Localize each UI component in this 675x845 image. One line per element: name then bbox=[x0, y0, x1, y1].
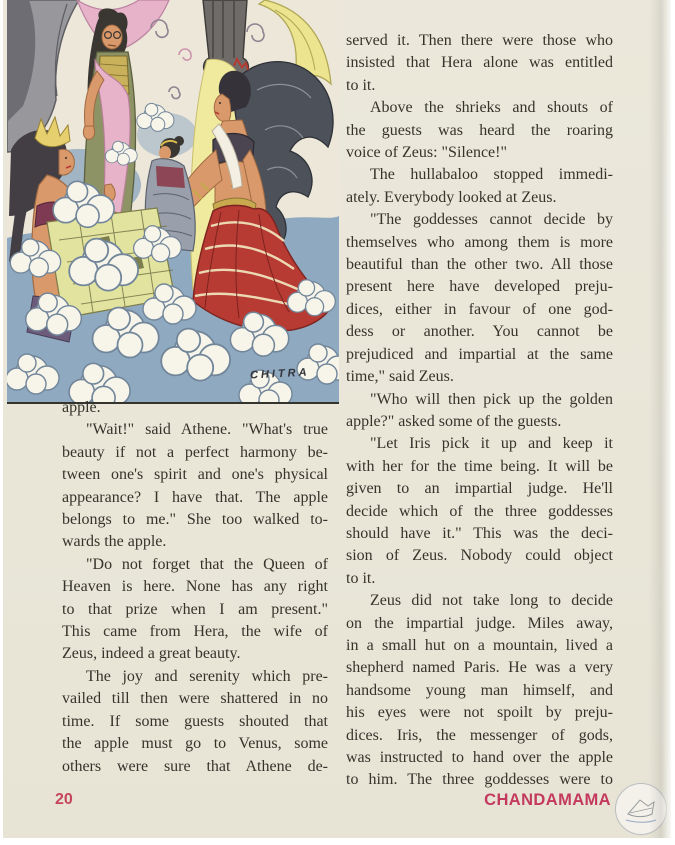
story-illustration bbox=[7, 0, 339, 404]
text-line: the guests was heard the roaring bbox=[346, 121, 613, 139]
text-line: The hullabaloo stopped immedi- bbox=[370, 166, 613, 184]
text-line: sion of Zeus. Nobody could object bbox=[346, 547, 613, 565]
publisher-stamp bbox=[615, 783, 667, 835]
text-line: ately. Everybody looked at Zeus. bbox=[346, 188, 557, 206]
text-line: prejudiced and impartial at the same bbox=[346, 345, 613, 363]
page-edge-shading bbox=[649, 0, 671, 838]
text-line: to it. bbox=[346, 569, 376, 587]
text-line: served it. Then there were those who bbox=[346, 32, 613, 49]
text-line: tween one's spirit and one's physical bbox=[62, 466, 328, 484]
magazine-page bbox=[3, 0, 671, 838]
artist-signature: CHITRA bbox=[249, 366, 310, 382]
page-number: 20 bbox=[55, 791, 73, 808]
text-line: was instructed to hand over the apple bbox=[346, 749, 613, 766]
magazine-title: CHANDAMAMA bbox=[484, 791, 611, 809]
text-line: time. If some guests shouted that bbox=[62, 712, 328, 730]
text-line: to it. bbox=[346, 76, 376, 94]
text-line: apple. bbox=[62, 399, 101, 416]
text-line: "Who will then pick up the golden bbox=[370, 390, 613, 408]
text-line: belongs to me." She too walked to- bbox=[62, 511, 328, 529]
text-line: Heaven is here. None has any right bbox=[62, 578, 328, 596]
text-line: themselves who among them is more bbox=[346, 233, 613, 251]
text-line: beauty if not a perfect harmony be- bbox=[62, 443, 328, 461]
text-line: others were sure that Athene de- bbox=[62, 757, 328, 775]
text-line: with her for the time being. It will be bbox=[346, 457, 613, 475]
text-line: dices, either in favour of one god- bbox=[346, 300, 613, 318]
text-line: should have it." This was the deci- bbox=[346, 524, 613, 542]
left-text-column bbox=[62, 397, 328, 778]
text-line: Zeus, indeed a great beauty. bbox=[62, 645, 241, 663]
text-line: insisted that Hera alone was entitled bbox=[346, 54, 613, 72]
text-line: This came from Hera, the wife of bbox=[62, 623, 328, 641]
text-line: The joy and serenity which pre- bbox=[86, 667, 328, 685]
text-line: his eyes were not spoilt by preju- bbox=[346, 704, 613, 722]
text-line: "Wait!" said Athene. "What's true bbox=[86, 421, 328, 439]
text-line: to him. The three goddesses were to bbox=[346, 771, 613, 789]
text-line: dices. Iris, the messenger of gods, bbox=[346, 726, 613, 744]
text-line: shepherd named Paris. He was a very bbox=[346, 659, 613, 677]
illustration-art bbox=[7, 0, 339, 402]
text-line: beautiful than the other two. All those bbox=[346, 256, 613, 274]
publisher-stamp-icon bbox=[616, 784, 666, 834]
right-text-column bbox=[346, 30, 613, 792]
text-line: decide which of the three goddesses bbox=[346, 502, 613, 520]
text-line: appearance? I have that. The apple bbox=[62, 488, 328, 506]
text-line: wards the apple. bbox=[62, 533, 167, 551]
text-line: on the impartial judge. Miles away, bbox=[346, 614, 613, 632]
text-line: in a small hut on a mountain, lived a bbox=[346, 636, 613, 654]
text-line: apple?" asked some of the guests. bbox=[346, 412, 562, 430]
text-line: present here have developed preju- bbox=[346, 278, 613, 296]
text-line: time," said Zeus. bbox=[346, 368, 454, 386]
text-line: to that prize when I am present." bbox=[62, 600, 328, 618]
text-line: dess or another. You cannot be bbox=[346, 323, 613, 341]
text-line: voice of Zeus: "Silence!" bbox=[346, 144, 508, 162]
text-line: Zeus did not take long to decide bbox=[370, 592, 613, 610]
text-line: "Do not forget that the Queen of bbox=[86, 555, 328, 573]
text-line: vailed till then were shattered in no bbox=[62, 690, 328, 708]
text-line: Above the shrieks and shouts of bbox=[370, 99, 613, 117]
text-line: "The goddesses cannot decide by bbox=[370, 211, 613, 229]
text-line: the apple must go to Venus, some bbox=[62, 735, 328, 753]
text-line: handsome young man himself, and bbox=[346, 681, 613, 699]
text-line: "Let Iris pick it up and keep it bbox=[370, 435, 613, 453]
text-line: given to an impartial judge. He'll bbox=[346, 480, 613, 498]
